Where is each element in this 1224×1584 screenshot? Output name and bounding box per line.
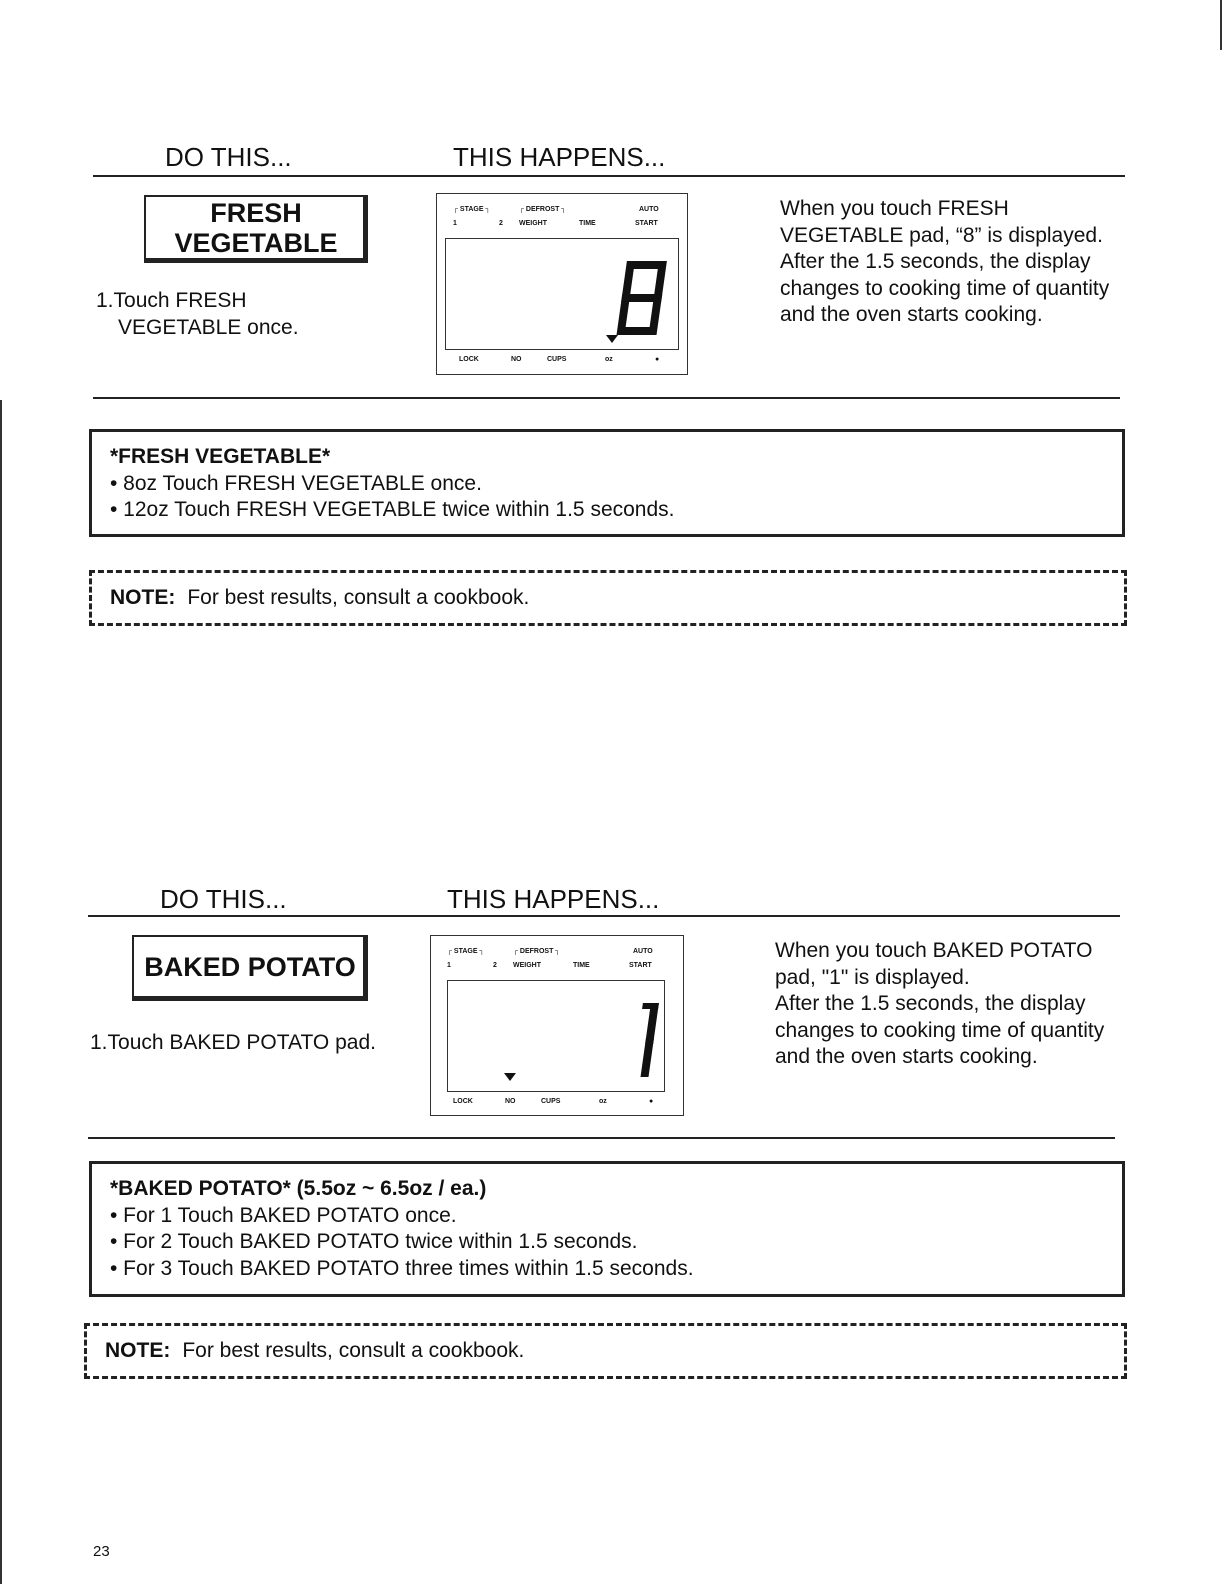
this-happens-heading: THIS HAPPENS... — [453, 142, 666, 172]
seg-right-bottom — [641, 1038, 654, 1077]
info-title: *FRESH VEGETABLE* — [110, 445, 331, 468]
display-auto-label: AUTO — [633, 948, 653, 955]
display-weight-label: WEIGHT — [513, 962, 541, 969]
step-line-1: 1.Touch BAKED POTATO pad. — [90, 1031, 376, 1054]
step-instruction — [90, 1029, 376, 1056]
description-line: When you touch BAKED POTATO — [775, 939, 1093, 962]
note-box — [84, 1323, 1127, 1379]
display-no-label: NO — [511, 356, 522, 363]
header-rule — [93, 175, 1125, 177]
description-text — [780, 196, 1109, 329]
note-text: For best results, consult a cookbook. — [187, 586, 530, 609]
display-start-label: START — [629, 962, 652, 969]
display-time-label: TIME — [579, 220, 596, 227]
digit-eight-segments — [446, 239, 680, 351]
display-dot-icon: ● — [655, 356, 660, 363]
display-stage-label: ┌ STAGE ┐ — [453, 206, 491, 213]
display-cups-label: CUPS — [547, 356, 567, 363]
baked-potato-pad[interactable] — [132, 935, 368, 1001]
display-oz-label: oz — [599, 1098, 607, 1105]
description-line: changes to cooking time of quantity — [775, 1018, 1105, 1042]
oven-display-panel — [436, 193, 688, 375]
this-happens-heading: THIS HAPPENS... — [447, 884, 660, 914]
description-line: and the oven starts cooking. — [775, 1045, 1038, 1068]
display-lock-label: LOCK — [453, 1098, 473, 1105]
quantity-info-box — [89, 429, 1125, 537]
display-two-label: 2 — [493, 962, 497, 969]
display-no-label: NO — [505, 1098, 516, 1105]
display-weight-label: WEIGHT — [519, 220, 547, 227]
info-title: *BAKED POTATO* (5.5oz ~ 6.5oz / ea.) — [110, 1177, 487, 1200]
stage-text: STAGE — [453, 948, 478, 955]
do-this-heading: DO THIS... — [165, 142, 292, 172]
note-text: For best results, consult a cookbook. — [182, 1339, 525, 1362]
header-rule — [88, 915, 1120, 917]
display-one-label: 1 — [453, 220, 457, 227]
display-time-label: TIME — [573, 962, 590, 969]
page-number: 23 — [93, 1543, 110, 1560]
info-line: • 12oz Touch FRESH VEGETABLE twice within 1.5 seconds. — [110, 498, 675, 521]
seg-right-top — [645, 1003, 659, 1044]
display-start-label: START — [635, 220, 658, 227]
description-line: changes to cooking time of quantity — [780, 276, 1110, 300]
description-line: After the 1.5 seconds, the display — [775, 992, 1086, 1015]
pad-label-line-1: BAKED POTATO — [144, 952, 356, 983]
description-text — [775, 938, 1104, 1071]
fresh-vegetable-pad[interactable] — [144, 195, 368, 263]
info-line: • 8oz Touch FRESH VEGETABLE once. — [110, 471, 482, 495]
display-dot-icon: ● — [649, 1098, 654, 1105]
page-edge-right — [1220, 0, 1222, 50]
step-line-1: 1.Touch FRESH — [96, 289, 247, 312]
defrost-text: DEFROST — [525, 206, 560, 213]
description-line: When you touch FRESH — [780, 197, 1009, 220]
display-defrost-label: ┌ DEFROST ┐ — [519, 206, 567, 213]
description-line: VEGETABLE pad, “8” is displayed. — [780, 223, 1103, 247]
display-stage-label: ┌ STAGE ┐ — [447, 948, 485, 955]
defrost-text: DEFROST — [519, 948, 554, 955]
display-two-label: 2 — [499, 220, 503, 227]
quantity-info-box — [89, 1161, 1125, 1297]
oven-display-panel — [430, 935, 684, 1116]
info-line: • For 2 Touch BAKED POTATO twice within 1.5 seconds. — [110, 1230, 638, 1253]
info-line: • For 3 Touch BAKED POTATO three times within 1.5 seconds. — [110, 1256, 694, 1280]
description-line: pad, "1" is displayed. — [775, 965, 970, 989]
display-one-label: 1 — [447, 962, 451, 969]
display-indicator-arrow — [606, 335, 618, 343]
display-indicator-arrow — [504, 1073, 516, 1081]
note-label: NOTE: — [110, 586, 176, 609]
description-line: and the oven starts cooking. — [780, 303, 1043, 326]
section-divider — [93, 397, 1120, 399]
info-line: • For 1 Touch BAKED POTATO once. — [110, 1203, 457, 1227]
pad-label-line-1: FRESH — [210, 198, 302, 229]
display-defrost-label: ┌ DEFROST ┐ — [513, 948, 561, 955]
do-this-heading: DO THIS... — [160, 884, 287, 914]
seg-top-stub — [642, 1003, 659, 1009]
digit-one-segments — [448, 981, 666, 1093]
section-divider — [88, 1137, 1115, 1139]
display-lock-label: LOCK — [459, 356, 479, 363]
display-screen — [445, 238, 679, 350]
note-box — [89, 570, 1127, 626]
step-line-2: VEGETABLE once. — [118, 316, 299, 339]
display-cups-label: CUPS — [541, 1098, 561, 1105]
display-screen — [447, 980, 665, 1092]
step-instruction — [96, 287, 299, 341]
pad-label-line-2: VEGETABLE — [174, 228, 338, 258]
description-line: After the 1.5 seconds, the display — [780, 250, 1091, 273]
page-edge-left — [0, 400, 2, 1584]
display-oz-label: oz — [605, 356, 613, 363]
stage-text: STAGE — [459, 206, 484, 213]
note-label: NOTE: — [105, 1339, 171, 1362]
display-auto-label: AUTO — [639, 206, 659, 213]
